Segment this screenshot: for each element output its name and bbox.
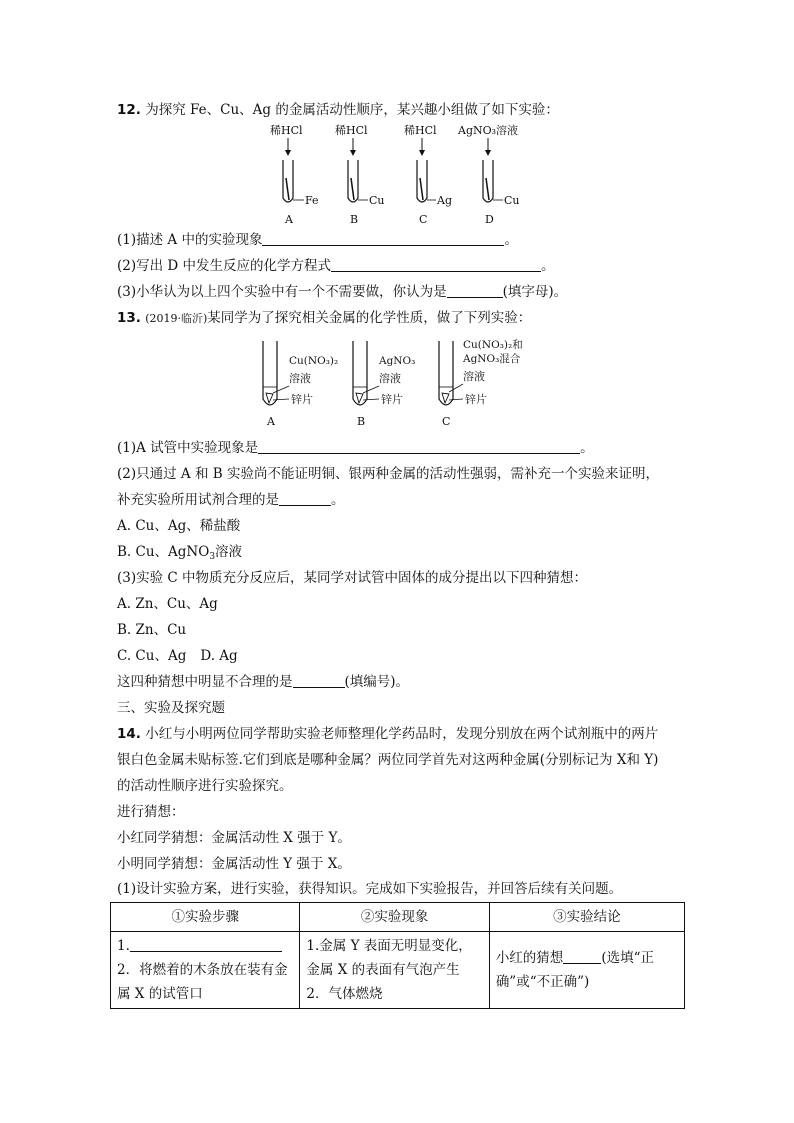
q13-part3-ask xyxy=(117,673,409,691)
q14-guess-red xyxy=(117,829,351,847)
conclusion-hint: (选填“正确”或“不正确”) xyxy=(495,950,654,990)
q13-number: 13. xyxy=(117,310,141,326)
q13-tube-b-strip: 锌片 xyxy=(381,393,403,406)
q13-part2-end: 。 xyxy=(331,492,345,508)
q12-part2 xyxy=(117,257,555,275)
table-header-row xyxy=(111,903,685,932)
step-1-prefix: 1. xyxy=(117,938,130,954)
q14-stem-2: 银白色金属未贴标签.它们到底是哪种金属？两位同学首先对这两种金属(分别标记为 X和 Y) xyxy=(117,752,659,768)
q12-tube-a-letter: A xyxy=(285,213,293,226)
q14-part1-text: (1)设计实验方案，进行实验，获得知识。完成如下实验报告，并回答后续有关问题。 xyxy=(117,881,623,897)
q12-tube-b-letter: B xyxy=(350,213,359,226)
q12-part1-blank[interactable] xyxy=(262,231,504,246)
q12-stem-line xyxy=(117,101,559,119)
table-row xyxy=(111,932,685,1009)
q12-part3-text: (3)小华认为以上四个实验中有一个不需要做，你认为是 xyxy=(117,284,447,300)
section-3-title xyxy=(117,699,225,717)
step-1-blank[interactable] xyxy=(130,937,282,952)
q14-number: 14. xyxy=(117,726,141,742)
q13-part3-ask-end: (填编号)。 xyxy=(344,674,410,690)
section-3-title-text: 三、实验及探究题 xyxy=(117,700,225,716)
q12-tube-d-letter: D xyxy=(485,213,494,226)
observation-1: 1.金属 Y 表面无明显变化，金属 X 的表面有气泡产生 xyxy=(306,938,472,978)
q13-stem: 某同学为了探究相关金属的化学性质，做了下列实验： xyxy=(207,310,532,326)
q12-part1 xyxy=(117,231,518,249)
q12-tube-c xyxy=(404,123,452,226)
q14-guess-red-text: 小红同学猜想：金属活动性 X 强于 Y。 xyxy=(117,830,351,846)
q13-tube-c xyxy=(439,339,523,428)
q13-tube-c-strip: 锌片 xyxy=(465,393,487,406)
q12-part3 xyxy=(117,283,567,301)
q13-tube-c-solution-2: AgNO₃混合 xyxy=(463,353,521,365)
q12-tube-d-metal: Cu xyxy=(504,194,520,207)
q12-test-tubes-figure xyxy=(262,120,542,230)
q13-part2-blank[interactable] xyxy=(279,491,331,506)
q12-part3-end: (填字母)。 xyxy=(502,284,568,300)
q13-tube-b-solution: AgNO₃ xyxy=(379,355,416,367)
q13-test-tubes-figure xyxy=(255,337,545,429)
q13-guess-d-text: D. Ag xyxy=(200,648,238,664)
q13-part3-blank[interactable] xyxy=(293,673,345,688)
q13-tube-c-sol-word: 溶液 xyxy=(463,370,485,383)
q14-stem-line2 xyxy=(117,751,658,769)
cell-conclusion xyxy=(489,932,684,1009)
q13-tube-b xyxy=(353,341,415,428)
q13-part3-text: (3)实验 C 中物质充分反应后，某同学对试管中固体的成分提出以下四种猜想： xyxy=(117,570,588,586)
q12-tube-c-reagent: 稀HCl xyxy=(404,124,437,137)
conclusion-blank[interactable] xyxy=(563,949,601,964)
q12-tube-d-reagent: AgNO₃溶液 xyxy=(458,124,519,137)
q13-part1-text: (1)A 试管中实验现象是 xyxy=(117,440,259,456)
q12-tube-b-metal: Cu xyxy=(369,194,385,207)
q13-part2-line2 xyxy=(117,491,345,509)
q13-part2-text: (2)只通过 A 和 B 实验尚不能证明铜、银两种金属的活动性强弱，需补充一个实验来证明， xyxy=(117,466,659,482)
q13-tube-a-sol-word: 溶液 xyxy=(289,372,311,385)
q13-part1-end: 。 xyxy=(580,440,594,456)
q14-guess-ming-text: 小明同学猜想：金属活动性 Y 强于 X。 xyxy=(117,856,351,872)
q12-part3-blank[interactable] xyxy=(447,283,503,298)
q13-option-b-subscript: 3 xyxy=(209,552,216,562)
q13-option-a-text: A. Cu、Ag、稀盐酸 xyxy=(117,518,241,534)
q13-part3-ask-text: 这四种猜想中明显不合理的是 xyxy=(117,674,293,690)
q13-tube-b-sol-word: 溶液 xyxy=(379,372,401,385)
q13-part3 xyxy=(117,569,587,587)
q14-guess-title xyxy=(117,803,185,821)
q13-guess-b xyxy=(117,621,186,639)
experiment-report-table xyxy=(110,902,685,1009)
q13-source: (2019·临沂) xyxy=(145,312,208,325)
q12-part1-text: (1)描述 A 中的实验现象 xyxy=(117,232,263,248)
q13-tube-b-letter: B xyxy=(357,415,366,428)
q12-tube-a-reagent: 稀HCl xyxy=(270,124,303,137)
q13-option-b-text: B. Cu、AgNO xyxy=(117,544,210,560)
header-conclusion: ③实验结论 xyxy=(489,903,684,932)
q13-tube-a-letter: A xyxy=(267,415,275,428)
q13-part1-blank[interactable] xyxy=(258,439,580,454)
q13-guess-a-text: A. Zn、Cu、Ag xyxy=(117,596,218,612)
header-steps: ①实验步骤 xyxy=(111,903,300,932)
q13-stem-line xyxy=(117,309,531,328)
q12-tube-d xyxy=(457,123,520,226)
q12-part1-end: 。 xyxy=(504,232,518,248)
observation-2: 2．气体燃烧 xyxy=(306,986,383,1002)
q14-stem-line3 xyxy=(117,777,293,795)
q12-tube-b xyxy=(335,123,385,226)
conclusion-text: 小红的猜想 xyxy=(495,950,564,966)
q13-tube-c-solution: Cu(NO₃)₂和 xyxy=(463,339,523,351)
q14-guess-title-text: 进行猜想： xyxy=(117,804,185,820)
q12-number: 12. xyxy=(117,102,141,118)
q12-tube-a xyxy=(270,123,319,226)
q13-part1 xyxy=(117,439,594,457)
q12-tube-b-reagent: 稀HCl xyxy=(335,124,368,137)
q13-tube-a xyxy=(263,341,338,428)
cell-steps xyxy=(111,932,300,1009)
q14-stem-line1 xyxy=(117,725,658,743)
q13-guess-c-text: C. Cu、Ag xyxy=(117,648,187,664)
q12-part2-text: (2)写出 D 中发生反应的化学方程式 xyxy=(117,258,332,274)
q13-guess-cd xyxy=(117,647,238,665)
q14-stem-3: 的活动性顺序进行实验探究。 xyxy=(117,778,293,794)
q13-tube-a-strip: 锌片 xyxy=(291,393,313,406)
q13-option-b-suffix: 溶液 xyxy=(215,544,243,560)
q13-part2-line1 xyxy=(117,465,659,483)
q13-option-b xyxy=(117,543,242,566)
q14-stem-1: 小红与小明两位同学帮助实验老师整理化学药品时，发现分别放在两个试剂瓶中的两片 xyxy=(140,726,659,742)
q12-part2-blank[interactable] xyxy=(331,257,541,272)
q12-tube-a-metal: Fe xyxy=(305,194,319,207)
q12-tube-c-metal: Ag xyxy=(437,194,452,207)
q13-tube-c-letter: C xyxy=(442,415,451,428)
q14-part1 xyxy=(117,880,622,898)
q12-tube-c-letter: C xyxy=(419,213,428,226)
q13-part2-ask: 补充实验所用试剂合理的是 xyxy=(117,492,279,508)
q13-guess-b-text: B. Zn、Cu xyxy=(117,622,187,638)
step-1 xyxy=(117,934,293,958)
header-observations: ②实验现象 xyxy=(300,903,489,932)
q13-guess-a xyxy=(117,595,218,613)
conclusion xyxy=(496,946,678,994)
cell-observations xyxy=(300,932,489,1009)
q12-stem: 为探究 Fe、Cu、Ag 的金属活动性顺序，某兴趣小组做了如下实验： xyxy=(145,102,559,118)
q12-part2-end: 。 xyxy=(541,258,555,274)
step-2: 2．将燃着的木条放在装有金属 X 的试管口 xyxy=(117,962,288,1002)
q13-option-a xyxy=(117,517,240,535)
q13-tube-a-solution: Cu(NO₃)₂ xyxy=(289,355,339,367)
q14-guess-ming xyxy=(117,855,351,873)
